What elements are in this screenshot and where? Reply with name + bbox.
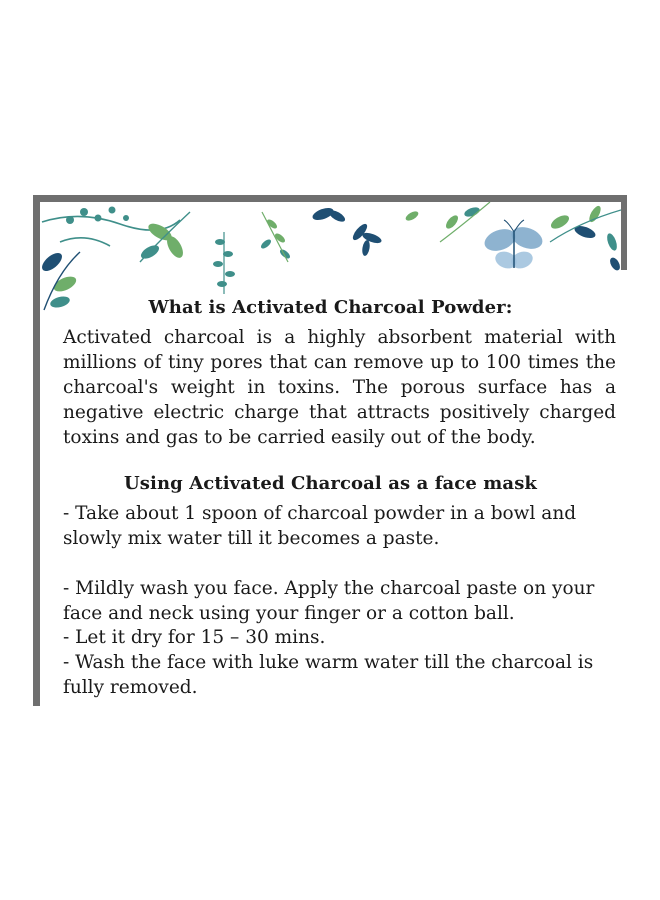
butterfly-icon — [482, 220, 546, 271]
section-title-charcoal-powder: What is Activated Charcoal Powder: — [148, 297, 513, 318]
botanical-border — [40, 202, 621, 312]
step-item: - Wash the face with luke warm water till the charcoal is fully removed. — [63, 652, 594, 698]
frame-border-left — [33, 195, 40, 706]
step-item: - Take about 1 spoon of charcoal powder in a bowl and slowly mix water till it becomes a paste. — [63, 503, 577, 549]
berry-icon — [66, 207, 129, 225]
frame-border-top — [33, 195, 627, 202]
frame-border-right — [621, 195, 627, 270]
step-item: - Mildly wash you face. Apply the charcoal paste on your face and neck using your finger or a cotton ball. — [63, 578, 595, 624]
step-item: - Let it dry for 15 – 30 mins. — [63, 627, 326, 648]
section-title-face-mask: Using Activated Charcoal as a face mask — [123, 473, 537, 494]
charcoal-description: Activated charcoal is a highly absorbent material with millions of tiny pores that can remove up to 100 times the charcoal's weight in toxins. The porous surface has a negative electric charge that attracts positively charged toxins and gas to be carried easily out of the body. — [63, 327, 616, 448]
